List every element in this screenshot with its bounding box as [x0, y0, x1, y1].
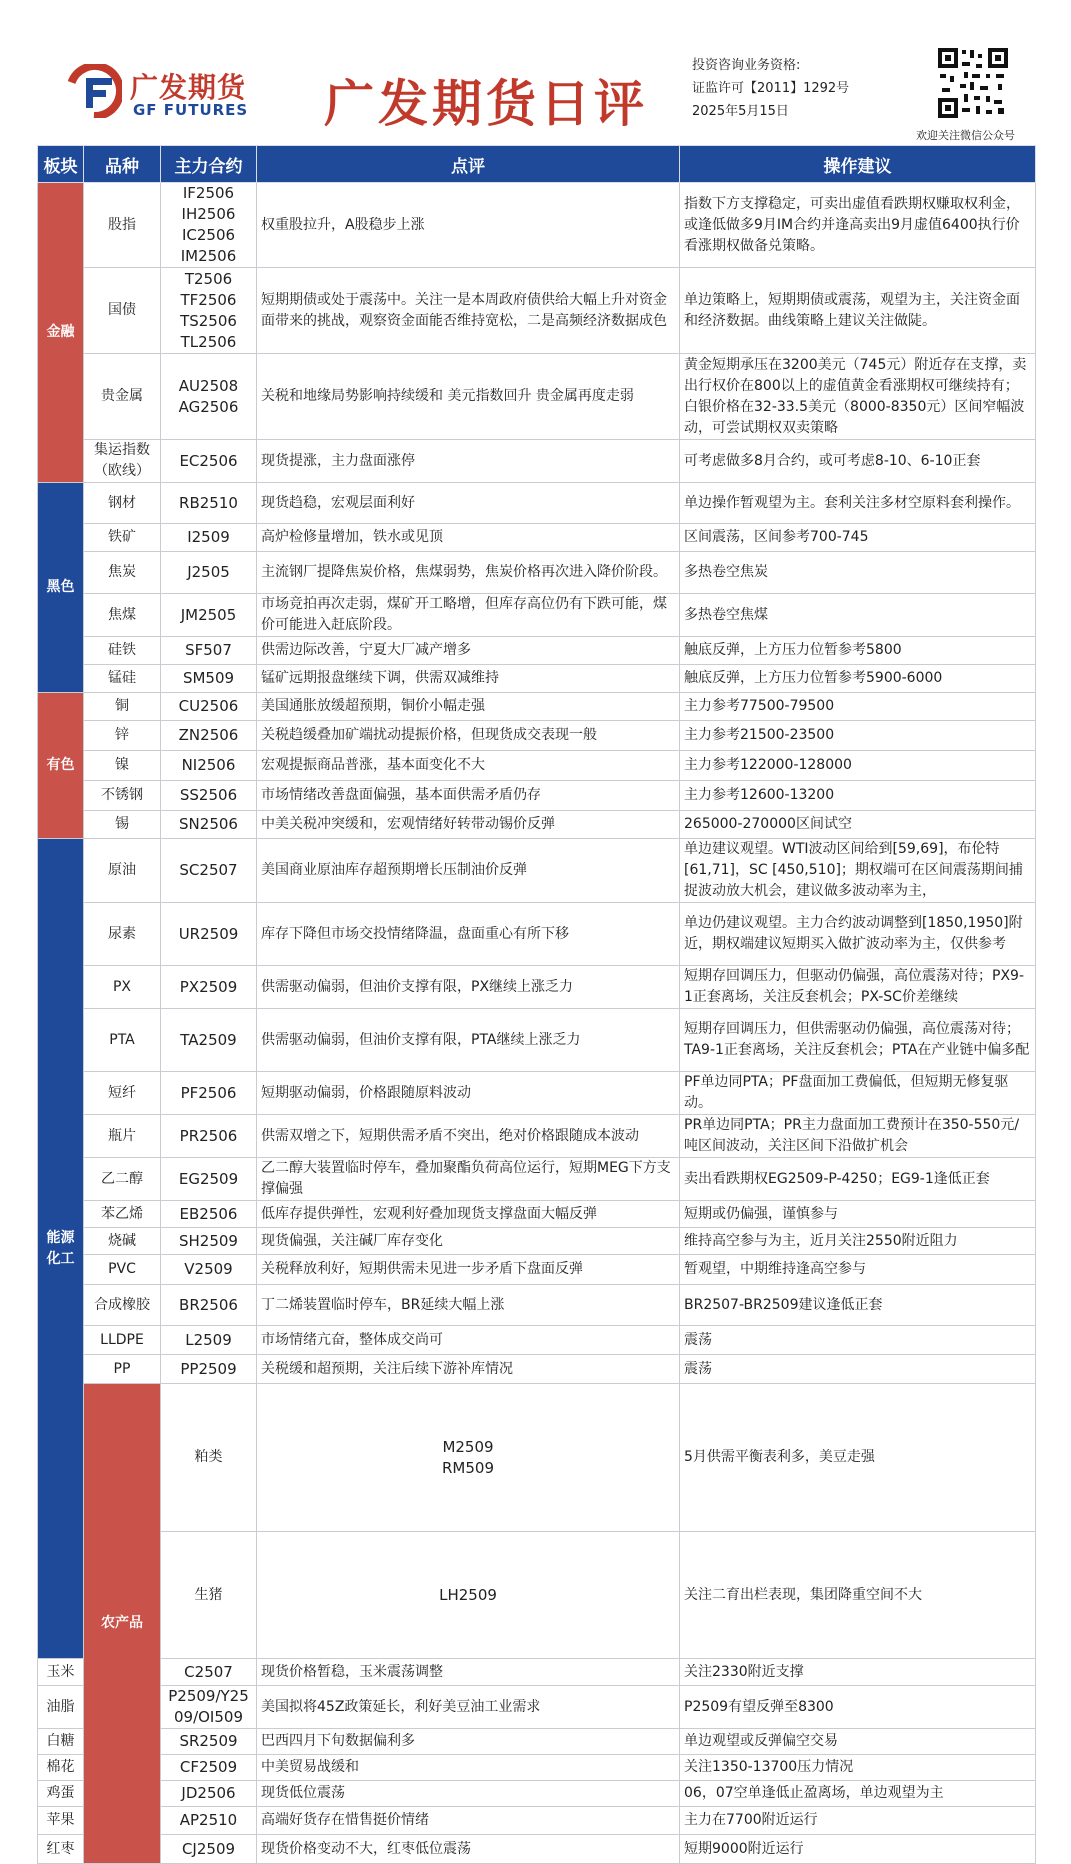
- comment-cell: 美国商业原油库存超预期增长压制油价反弹: [257, 839, 680, 903]
- advice-cell: 黄金短期承压在3200美元（745元）附近存在支撑，卖出行权价在800以上的虚值黄金看涨期权可继续持有；白银价格在32-33.5美元（8000-8350元）区间窄幅波动，可尝试期权双卖策略: [680, 354, 1036, 440]
- contract-cell: SR2509: [161, 1729, 257, 1755]
- comment-cell: 关税缓和超预期，关注后续下游补库情况: [257, 1355, 680, 1384]
- contract-cell: LH2509: [257, 1532, 680, 1659]
- comment-cell: 供需驱动偏弱，但油价支撑有限，PTA继续上涨乏力: [257, 1009, 680, 1072]
- comment-cell: 供需边际改善，宁夏大厂减产增多: [257, 637, 680, 665]
- contract-cell: SH2509: [161, 1228, 257, 1255]
- variety-cell: 白糖: [38, 1729, 84, 1755]
- contract-cell: BR2506: [161, 1285, 257, 1326]
- variety-cell: 硅铁: [84, 637, 161, 665]
- table-row: [38, 1729, 1036, 1755]
- variety-cell: 瓶片: [84, 1115, 161, 1158]
- report-title: 广发期货日评: [324, 75, 648, 133]
- table-row: [38, 1781, 1036, 1807]
- table-row: [38, 781, 1036, 811]
- variety-cell: 贵金属: [84, 354, 161, 440]
- advice-cell: 维持高空参与为主，近月关注2550附近阻力: [680, 1228, 1036, 1255]
- comment-cell: 现货低位震荡: [257, 1781, 680, 1807]
- contract-cell: L2509: [161, 1326, 257, 1355]
- variety-cell: 烧碱: [84, 1228, 161, 1255]
- table-row: [38, 354, 1036, 440]
- advice-cell: BR2507-BR2509建议逢低正套: [680, 1285, 1036, 1326]
- table-row: [38, 637, 1036, 665]
- variety-cell: PX: [84, 966, 161, 1009]
- contract-cell: V2509: [161, 1255, 257, 1285]
- contract-cell: PF2506: [161, 1072, 257, 1115]
- contract-cell: SF507: [161, 637, 257, 665]
- comment-cell: 权重股拉升，A股稳步上涨: [257, 183, 680, 268]
- comment-cell: 短期期债或处于震荡中。关注一是本周政府债供给大幅上升对资金面带来的挑战，观察资金面能否维持宽松，二是高频经济数据成色: [257, 268, 680, 354]
- table-row: [38, 440, 1036, 483]
- contract-cell: CJ2509: [161, 1835, 257, 1864]
- col-header-variety: 品种: [84, 146, 161, 183]
- advice-cell: 指数下方支撑稳定，可卖出虚值看跌期权赚取权利金，或逢低做多9月IM合约并逢高卖出9月虚值6400执行价看涨期权做备兑策略。: [680, 183, 1036, 268]
- sector-cell: 能源 化工: [38, 839, 84, 1659]
- contract-cell: ZN2506: [161, 721, 257, 751]
- logo-text-en: GF FUTURES: [133, 101, 249, 119]
- advice-cell: 短期存回调压力，但驱动仍偏强，高位震荡对待；PX9-1正套离场，关注反套机会；PX-SC价差继续: [680, 966, 1036, 1009]
- comment-cell: 市场情绪亢奋，整体成交尚可: [257, 1326, 680, 1355]
- advice-cell: 主力参考12600-13200: [680, 781, 1036, 811]
- variety-cell: 红枣: [38, 1835, 84, 1864]
- contract-cell: P2509/Y25 09/OI509: [161, 1686, 257, 1729]
- comment-cell: 市场竞拍再次走弱，煤矿开工略增，但库存高位仍有下跌可能，煤价可能进入赶底阶段。: [257, 594, 680, 637]
- contract-cell: CF2509: [161, 1755, 257, 1781]
- variety-cell: 股指: [84, 183, 161, 268]
- col-header-sector: 板块: [38, 146, 84, 183]
- contract-cell: I2509: [161, 524, 257, 552]
- contract-cell: TA2509: [161, 1009, 257, 1072]
- comment-cell: 关税和地缘局势影响持续缓和 美元指数回升 贵金属再度走弱: [257, 354, 680, 440]
- qr-caption: 欢迎关注微信公众号: [916, 129, 1015, 142]
- license-line: 证监许可【2011】1292号: [692, 81, 850, 96]
- variety-cell: 原油: [84, 839, 161, 903]
- comment-cell: 中美贸易战缓和: [257, 1755, 680, 1781]
- table-body: [38, 183, 1036, 1864]
- sector-cell: 有色: [38, 693, 84, 839]
- variety-cell: 钢材: [84, 483, 161, 524]
- table-row: [38, 1532, 1036, 1659]
- table-row: [38, 665, 1036, 693]
- comment-cell: 低库存提供弹性，宏观利好叠加现货支撑盘面大幅反弹: [257, 1201, 680, 1228]
- contract-cell: JM2505: [161, 594, 257, 637]
- contract-cell: C2507: [161, 1659, 257, 1686]
- advice-cell: 单边仍建议观望。主力合约波动调整到[1850,1950]附近，期权端建议短期买入做扩波动率为主，仅供参考: [680, 903, 1036, 966]
- comment-cell: 主流钢厂提降焦炭价格，焦煤弱势，焦炭价格再次进入降价阶段。: [257, 552, 680, 594]
- variety-cell: 苹果: [38, 1807, 84, 1835]
- variety-cell: 集运指数 （欧线）: [84, 440, 161, 483]
- contract-cell: JD2506: [161, 1781, 257, 1807]
- contract-cell: AP2510: [161, 1807, 257, 1835]
- comment-cell: 关税趋缓叠加矿端扰动提振价格，但现货成交表现一般: [257, 721, 680, 751]
- table-row: [38, 1255, 1036, 1285]
- table-row: [38, 1072, 1036, 1115]
- comment-cell: 关税释放利好，短期供需未见进一步矛盾下盘面反弹: [257, 1255, 680, 1285]
- table-row: [38, 483, 1036, 524]
- comment-cell: 高端好货存在惜售挺价情绪: [257, 1807, 680, 1835]
- advice-cell: 单边观望或反弹偏空交易: [680, 1729, 1036, 1755]
- variety-cell: 玉米: [38, 1659, 84, 1686]
- comment-cell: 现货价格暂稳，玉米震荡调整: [257, 1659, 680, 1686]
- comment-cell: 现货提涨，主力盘面涨停: [257, 440, 680, 483]
- variety-cell: 锡: [84, 811, 161, 839]
- table-row: [38, 594, 1036, 637]
- advice-cell: 区间震荡，区间参考700-745: [680, 524, 1036, 552]
- variety-cell: 镍: [84, 751, 161, 781]
- table-row: [38, 1158, 1036, 1201]
- advice-cell: 单边策略上，短期期债或震荡，观望为主，关注资金面和经济数据。曲线策略上建议关注做陡。: [680, 268, 1036, 354]
- table-row: [38, 524, 1036, 552]
- comment-cell: 5月供需平衡表利多，美豆走强: [680, 1384, 1036, 1532]
- advice-cell: 主力参考77500-79500: [680, 693, 1036, 721]
- contract-cell: SN2506: [161, 811, 257, 839]
- advice-cell: 触底反弹，上方压力位暂参考5800: [680, 637, 1036, 665]
- table-row: [38, 751, 1036, 781]
- comment-cell: 宏观提振商品普涨，基本面变化不大: [257, 751, 680, 781]
- advice-cell: P2509有望反弹至8300: [680, 1686, 1036, 1729]
- comment-cell: 供需双增之下，短期供需矛盾不突出，绝对价格跟随成本波动: [257, 1115, 680, 1158]
- comment-cell: 锰矿远期报盘继续下调，供需双减维持: [257, 665, 680, 693]
- sector-cell: 金融: [38, 183, 84, 483]
- variety-cell: 铁矿: [84, 524, 161, 552]
- advice-cell: 震荡: [680, 1326, 1036, 1355]
- contract-cell: SC2507: [161, 839, 257, 903]
- table-row: [38, 1755, 1036, 1781]
- qualification-info: [692, 54, 849, 123]
- advice-cell: 主力参考122000-128000: [680, 751, 1036, 781]
- variety-cell: 棉花: [38, 1755, 84, 1781]
- advice-cell: 震荡: [680, 1355, 1036, 1384]
- variety-cell: 不锈钢: [84, 781, 161, 811]
- contract-cell: SS2506: [161, 781, 257, 811]
- advice-cell: 多热卷空焦炭: [680, 552, 1036, 594]
- comment-cell: 供需驱动偏弱，但油价支撑有限，PX继续上涨乏力: [257, 966, 680, 1009]
- advice-cell: 主力在7700附近运行: [680, 1807, 1036, 1835]
- advice-cell: PF单边同PTA；PF盘面加工费偏低，但短期无修复驱动。: [680, 1072, 1036, 1115]
- advice-cell: 单边建议观望。WTI波动区间给到[59,69]，布伦特[61,71]，SC [450,510]；期权端可在区间震荡期间捕捉波动放大机会，建议做多波动率为主，: [680, 839, 1036, 903]
- variety-cell: 国债: [84, 268, 161, 354]
- contract-cell: EC2506: [161, 440, 257, 483]
- advice-cell: 单边操作暂观望为主。套利关注多材空原料套利操作。: [680, 483, 1036, 524]
- variety-cell: LLDPE: [84, 1326, 161, 1355]
- comment-cell: 美国拟将45Z政策延长，利好美豆油工业需求: [257, 1686, 680, 1729]
- variety-cell: 生猪: [161, 1532, 257, 1659]
- comment-cell: 高炉检修量增加，铁水或见顶: [257, 524, 680, 552]
- table-row: [38, 1807, 1036, 1835]
- comment-cell: 现货趋稳，宏观层面利好: [257, 483, 680, 524]
- sector-cell: 黑色: [38, 483, 84, 693]
- comment-cell: 现货价格变动不大，红枣低位震荡: [257, 1835, 680, 1864]
- report-header: [0, 0, 1071, 145]
- comment-cell: 巴西四月下旬数据偏利多: [257, 1729, 680, 1755]
- comment-cell: 短期驱动偏弱，价格跟随原料波动: [257, 1072, 680, 1115]
- advice-cell: 265000-270000区间试空: [680, 811, 1036, 839]
- table-header-row: [38, 146, 1036, 183]
- contract-cell: SM509: [161, 665, 257, 693]
- variety-cell: 乙二醇: [84, 1158, 161, 1201]
- sector-cell: 农产品: [84, 1384, 161, 1864]
- advice-cell: 短期或仍偏强，谨慎参与: [680, 1201, 1036, 1228]
- col-header-contract: 主力合约: [161, 146, 257, 183]
- comment-cell: 库存下降但市场交投情绪降温，盘面重心有所下移: [257, 903, 680, 966]
- contract-cell: AU2508 AG2506: [161, 354, 257, 440]
- contract-cell: PR2506: [161, 1115, 257, 1158]
- table-row: [38, 1228, 1036, 1255]
- variety-cell: 锰硅: [84, 665, 161, 693]
- contract-cell: M2509 RM509: [257, 1384, 680, 1532]
- contract-cell: UR2509: [161, 903, 257, 966]
- variety-cell: 鸡蛋: [38, 1781, 84, 1807]
- comment-cell: 现货偏强，关注碱厂库存变化: [257, 1228, 680, 1255]
- table-row: [38, 839, 1036, 903]
- qr-code-icon: [936, 46, 1010, 120]
- table-row: [38, 966, 1036, 1009]
- table-row: [38, 1201, 1036, 1228]
- advice-cell: 暂观望，中期维持逢高空参与: [680, 1255, 1036, 1285]
- table-row: [38, 1285, 1036, 1326]
- variety-cell: 苯乙烯: [84, 1201, 161, 1228]
- advice-cell: 短期存回调压力，但供需驱动仍偏强，高位震荡对待；TA9-1正套离场，关注反套机会；PTA在产业链中偏多配: [680, 1009, 1036, 1072]
- qualification-line: 投资咨询业务资格:: [692, 58, 801, 73]
- contract-cell: PP2509: [161, 1355, 257, 1384]
- variety-cell: 短纤: [84, 1072, 161, 1115]
- contract-cell: EG2509: [161, 1158, 257, 1201]
- variety-cell: 粕类: [161, 1384, 257, 1532]
- variety-cell: 合成橡胶: [84, 1285, 161, 1326]
- col-header-comment: 点评: [257, 146, 680, 183]
- comment-cell: 美国通胀放缓超预期，铜价小幅走强: [257, 693, 680, 721]
- contract-cell: J2505: [161, 552, 257, 594]
- contract-cell: T2506 TF2506 TS2506 TL2506: [161, 268, 257, 354]
- advice-cell: 关注2330附近支撑: [680, 1659, 1036, 1686]
- commodity-commentary-table: [37, 145, 1036, 1864]
- variety-cell: 焦炭: [84, 552, 161, 594]
- variety-cell: 尿素: [84, 903, 161, 966]
- col-header-advice: 操作建议: [680, 146, 1036, 183]
- advice-cell: 关注1350-13700压力情况: [680, 1755, 1036, 1781]
- variety-cell: 铜: [84, 693, 161, 721]
- advice-cell: 主力参考21500-23500: [680, 721, 1036, 751]
- report-date: 2025年5月15日: [692, 104, 789, 119]
- table-row: [38, 1115, 1036, 1158]
- contract-cell: IF2506 IH2506 IC2506 IM2506: [161, 183, 257, 268]
- table-row: [38, 693, 1036, 721]
- contract-cell: RB2510: [161, 483, 257, 524]
- advice-cell: 多热卷空焦煤: [680, 594, 1036, 637]
- contract-cell: CU2506: [161, 693, 257, 721]
- variety-cell: PVC: [84, 1255, 161, 1285]
- table-row: [38, 1384, 1036, 1532]
- table-row: [38, 1835, 1036, 1864]
- advice-cell: PR单边同PTA；PR主力盘面加工费预计在350-550元/吨区间波动，关注区间下沿做扩机会: [680, 1115, 1036, 1158]
- logo-text-cn: 广发期货: [130, 71, 247, 104]
- comment-cell: 关注二育出栏表现，集团降重空间不大: [680, 1532, 1036, 1659]
- table-row: [38, 1659, 1036, 1686]
- variety-cell: 锌: [84, 721, 161, 751]
- advice-cell: 06，07空单逢低止盈离场，单边观望为主: [680, 1781, 1036, 1807]
- table-row: [38, 1326, 1036, 1355]
- contract-cell: NI2506: [161, 751, 257, 781]
- table-row: [38, 1009, 1036, 1072]
- table-row: [38, 811, 1036, 839]
- table-row: [38, 903, 1036, 966]
- variety-cell: PP: [84, 1355, 161, 1384]
- gf-logo-icon: [68, 64, 122, 118]
- advice-cell: 卖出看跌期权EG2509-P-4250；EG9-1逢低正套: [680, 1158, 1036, 1201]
- comment-cell: 市场情绪改善盘面偏强，基本面供需矛盾仍存: [257, 781, 680, 811]
- table-row: [38, 1355, 1036, 1384]
- comment-cell: 乙二醇大装置临时停车，叠加聚酯负荷高位运行，短期MEG下方支撑偏强: [257, 1158, 680, 1201]
- table-row: [38, 721, 1036, 751]
- table-row: [38, 552, 1036, 594]
- table-row: [38, 1686, 1036, 1729]
- variety-cell: 油脂: [38, 1686, 84, 1729]
- contract-cell: PX2509: [161, 966, 257, 1009]
- comment-cell: 丁二烯装置临时停车，BR延续大幅上涨: [257, 1285, 680, 1326]
- variety-cell: PTA: [84, 1009, 161, 1072]
- comment-cell: 中美关税冲突缓和，宏观情绪好转带动锡价反弹: [257, 811, 680, 839]
- advice-cell: 触底反弹，上方压力位暂参考5900-6000: [680, 665, 1036, 693]
- advice-cell: 短期9000附近运行: [680, 1835, 1036, 1864]
- advice-cell: 可考虑做多8月合约，或可考虑8-10、6-10正套: [680, 440, 1036, 483]
- variety-cell: 焦煤: [84, 594, 161, 637]
- contract-cell: EB2506: [161, 1201, 257, 1228]
- table-row: [38, 183, 1036, 268]
- table-row: [38, 268, 1036, 354]
